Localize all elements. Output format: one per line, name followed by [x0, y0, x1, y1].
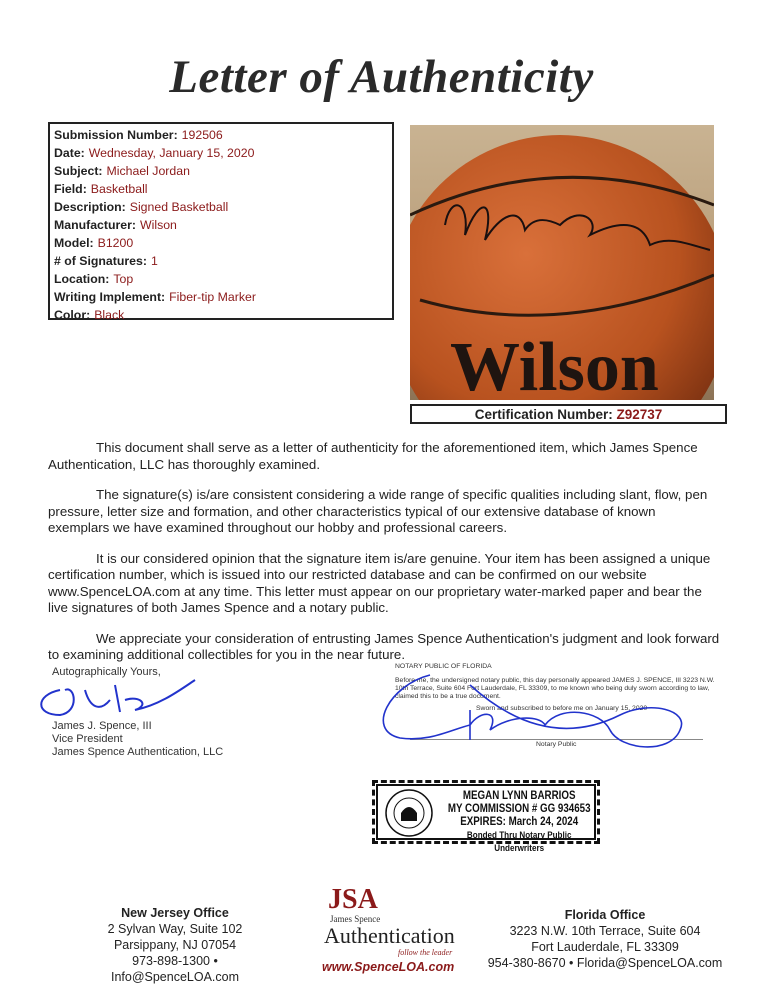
- info-value: Wednesday, January 15, 2020: [88, 146, 255, 160]
- info-row: [54, 180, 388, 198]
- info-row: [54, 270, 388, 288]
- info-label: Model:: [54, 236, 94, 250]
- info-value: Michael Jordan: [106, 164, 190, 178]
- stamp-commission: MY COMMISSION # GG 934653: [447, 803, 591, 815]
- notary-sworn: Sworn and subscribed to before me on January 15, 2020: [476, 705, 648, 712]
- notary-block: [395, 663, 717, 749]
- info-row: [54, 216, 388, 234]
- logo-jsa: JSA: [328, 884, 378, 915]
- notary-stamp: [372, 780, 600, 854]
- stamp-text: [441, 790, 597, 855]
- spence-signature: [30, 670, 210, 720]
- info-label: Date:: [54, 146, 85, 160]
- info-value: Fiber-tip Marker: [169, 290, 256, 304]
- info-value: Black: [94, 308, 125, 322]
- info-value: Signed Basketball: [129, 200, 229, 214]
- info-value: B1200: [97, 236, 134, 250]
- info-label: Description:: [54, 200, 126, 214]
- info-label: Subject:: [54, 164, 103, 178]
- info-row: [54, 144, 388, 162]
- info-row: [54, 162, 388, 180]
- stamp-name: MEGAN LYNN BARRIOS: [462, 790, 576, 802]
- closing: Autographically Yours,: [52, 666, 161, 678]
- paragraph-4: We appreciate your consideration of entrusting James Spence Authentication's judgment and look forward to examining additional collectibles for you in the near future.: [48, 630, 720, 662]
- info-label: Location:: [54, 272, 110, 286]
- submission-info-box: [48, 122, 394, 320]
- fl-line1: 3223 N.W. 10th Terrace, Suite 604: [509, 924, 701, 938]
- cert-value: Z92737: [616, 407, 663, 422]
- info-label: Submission Number:: [54, 128, 178, 142]
- notary-text: Before me, the undersigned notary public, this day personally appeared JAMES J. SPENCE, III 3223 N.W. 10th Terrace, Suite 604 Fort Lauderdale, FL 33309, to me known who being duly sworn according to law, claimed this to be a true document.: [395, 677, 715, 700]
- info-label: # of Signatures:: [54, 254, 147, 268]
- certification-number: [410, 404, 727, 424]
- website-link[interactable]: www.SpenceLOA.com: [322, 960, 455, 974]
- notary-signature-line: [410, 739, 703, 740]
- stamp-bonded: Bonded Thru Notary Public Underwriters: [466, 830, 572, 854]
- fl-office-title: Florida Office: [564, 908, 646, 922]
- info-label: Writing Implement:: [54, 290, 166, 304]
- signer-title: Vice President: [52, 733, 123, 745]
- info-value: Top: [113, 272, 134, 286]
- nj-office-title: New Jersey Office: [121, 906, 229, 920]
- info-row: [54, 198, 388, 216]
- nj-line2: Parsippany, NJ 07054: [113, 938, 237, 952]
- logo-main: Authentication: [324, 923, 455, 948]
- info-label: Manufacturer:: [54, 218, 136, 232]
- jsa-logo: [310, 886, 460, 994]
- info-row: [54, 252, 388, 270]
- paragraph-1: This document shall serve as a letter of authenticity for the aforementioned item, which James Spence Authentication, LLC has thoroughly examined.: [48, 440, 698, 472]
- info-value: 1: [150, 254, 158, 268]
- info-row: [54, 234, 388, 252]
- letter-body: [48, 440, 720, 664]
- nj-office: [70, 905, 280, 985]
- fl-line2: Fort Lauderdale, FL 33309: [531, 940, 679, 954]
- nj-line1: 2 Sylvan Way, Suite 102: [107, 922, 243, 936]
- logo-sub: James Spence: [330, 914, 381, 924]
- basketball-photo: [410, 125, 714, 400]
- ball-brand-text: Wilson: [450, 329, 659, 400]
- info-value: Basketball: [90, 182, 148, 196]
- notary-line-label: Notary Public: [536, 741, 577, 748]
- paragraph-2: The signature(s) is/are consistent considering a wide range of specific qualities including slant, flow, pen pressure, letter size and formation, and other characteristics typical of our extensive database of known exemplars we have examined throughout our hobby and professional careers.: [48, 487, 708, 535]
- logo-tagline: follow the leader: [398, 948, 453, 957]
- info-row: [54, 288, 388, 306]
- nj-contact: 973-898-1300 • Info@SpenceLOA.com: [110, 954, 240, 984]
- basketball-image: [410, 125, 714, 400]
- paragraph-3: It is our considered opinion that the signature item is/are genuine. Your item has been assigned a unique certification number, which is issued into our restricted database and can be confirmed on our website www.SpenceLOA.com at any time. This letter must appear on our proprietary water-marked paper and bear the live signatures of both James Spence and a notary public.: [48, 550, 711, 615]
- page-title: Letter of Authenticity: [169, 51, 594, 103]
- fl-office: [470, 907, 740, 971]
- signer-name: James J. Spence, III: [52, 720, 152, 732]
- cert-label: Certification Number:: [474, 407, 613, 422]
- info-row: [54, 126, 388, 144]
- fl-contact: 954-380-8670 • Florida@SpenceLOA.com: [487, 956, 723, 970]
- stamp-expires: EXPIRES: March 24, 2024: [460, 816, 579, 828]
- florida-seal-icon: [383, 787, 435, 839]
- info-row: [54, 306, 388, 324]
- info-label: Field:: [54, 182, 87, 196]
- info-value: 192506: [181, 128, 223, 142]
- info-label: Color:: [54, 308, 91, 322]
- signer-company: James Spence Authentication, LLC: [52, 746, 224, 758]
- info-value: Wilson: [140, 218, 177, 232]
- notary-heading: NOTARY PUBLIC OF FLORIDA: [395, 663, 492, 670]
